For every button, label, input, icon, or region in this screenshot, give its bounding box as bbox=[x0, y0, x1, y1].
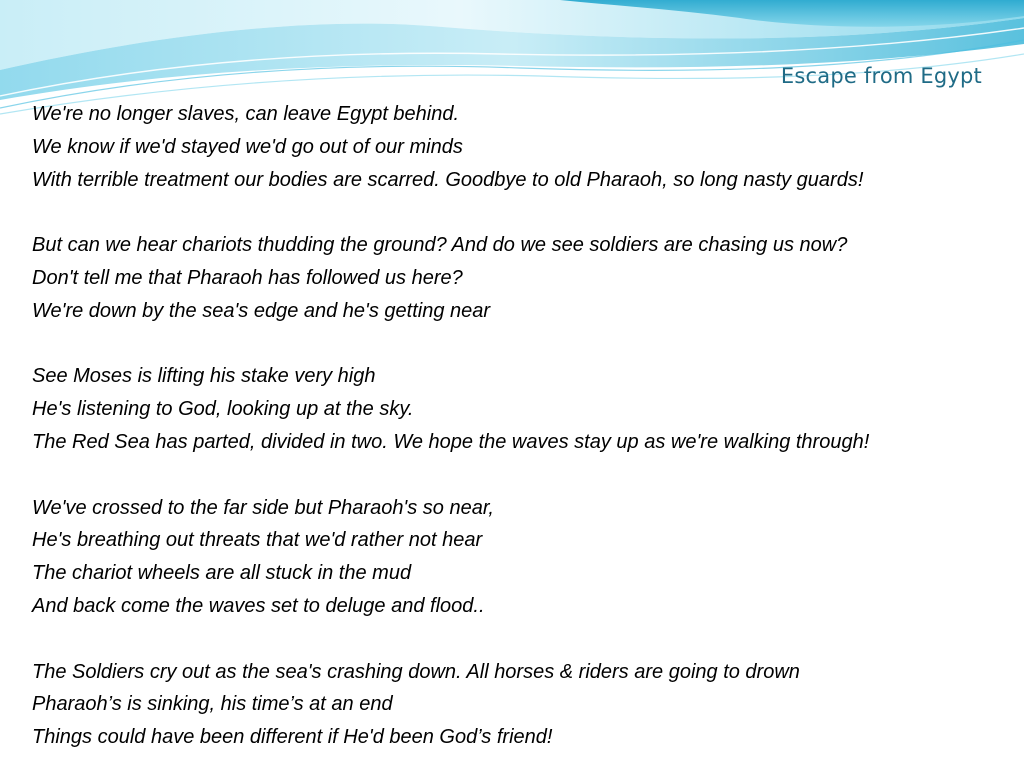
poem-line: And back come the waves set to deluge and flood.. bbox=[32, 594, 485, 617]
poem-line: Don't tell me that Pharaoh has followed us here? bbox=[32, 266, 463, 289]
poem-line: Pharaoh’s is sinking, his time’s at an end bbox=[32, 693, 393, 716]
stanza-gap bbox=[32, 328, 1002, 361]
stanza-gap bbox=[32, 196, 1002, 229]
poem-line: With terrible treatment our bodies are scarred. Goodbye to old Pharaoh, so long nasty guards! bbox=[32, 168, 864, 191]
poem-line: Things could have been different if He'd been God’s friend! bbox=[32, 726, 553, 749]
poem-line: We know if we'd stayed we'd go out of our minds bbox=[32, 135, 463, 158]
poem-line: The Red Sea has parted, divided in two. We hope the waves stay up as we're walking through! bbox=[32, 430, 870, 453]
poem-line: The chariot wheels are all stuck in the mud bbox=[32, 562, 412, 585]
stanza-gap bbox=[32, 459, 1002, 492]
poem-line: He's listening to God, looking up at the sky. bbox=[32, 398, 414, 421]
slide-title: Escape from Egypt bbox=[780, 64, 982, 88]
stanza-gap bbox=[32, 623, 1002, 656]
poem-line: The Soldiers cry out as the sea's crashing down. All horses & riders are going to drown bbox=[32, 660, 800, 683]
poem-line: He's breathing out threats that we'd rather not hear bbox=[32, 529, 483, 552]
poem-line: But can we hear chariots thudding the ground? And do we see soldiers are chasing us now? bbox=[32, 234, 848, 257]
poem-line: We're no longer slaves, can leave Egypt behind. bbox=[32, 103, 460, 125]
poem-line: We're down by the sea's edge and he's getting near bbox=[32, 299, 491, 322]
poem-line: We've crossed to the far side but Pharaoh's so near, bbox=[32, 496, 494, 519]
poem-body bbox=[32, 98, 1002, 754]
poem-line: See Moses is lifting his stake very high bbox=[32, 365, 376, 388]
